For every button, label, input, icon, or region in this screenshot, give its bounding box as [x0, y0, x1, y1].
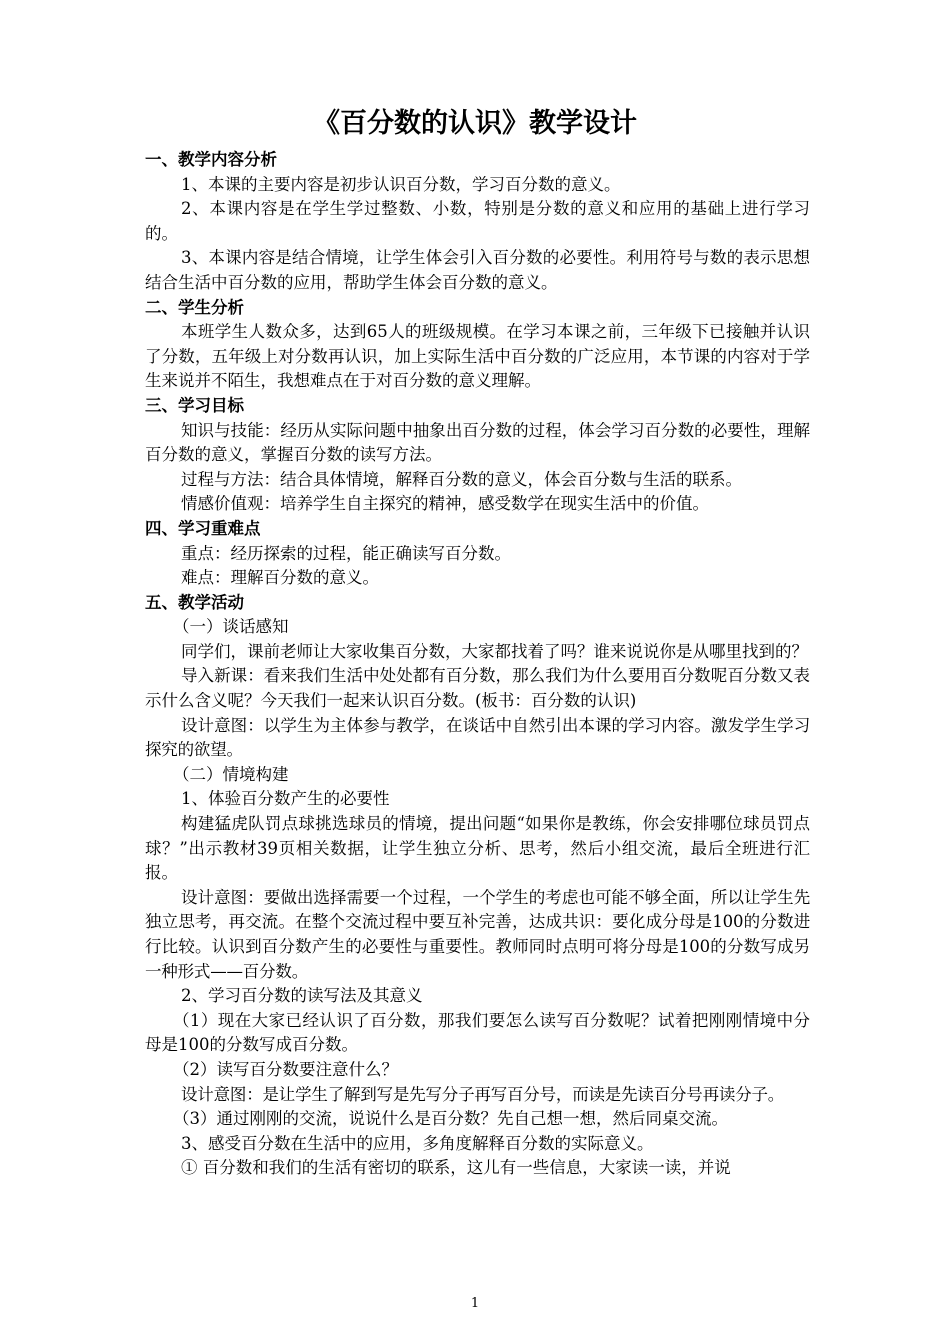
paragraph: 情感价值观：培养学生自主探究的精神，感受数学在现实生活中的价值。: [181, 494, 709, 514]
paragraph: 2、本课内容是在学生学过整数、小数，特别是分数的意义和应用的基础上进行学习的。: [145, 199, 810, 243]
paragraph: 导入新课：看来我们生活中处处都有百分数，那么我们为什么要用百分数呢百分数又表示什么含义呢？今天我们一起来认识百分数。(板书：百分数的认识): [145, 666, 810, 711]
design-intent-note: 设计意图：是让学生了解到写是先写分子再写百分号，而读是先读百分号再读分子。: [181, 1084, 785, 1104]
paragraph: 2、学习百分数的读写法及其意义: [181, 986, 423, 1006]
document-title: 《百分数的认识》教学设计: [313, 108, 637, 139]
paragraph: 1、体验百分数产生的必要性: [181, 789, 390, 809]
section-heading-content-analysis: 一、教学内容分析: [145, 150, 277, 169]
paragraph: 重点：经历探索的过程，能正确读写百分数。: [181, 543, 511, 563]
paragraph: 同学们，课前老师让大家收集百分数，大家都找着了吗？谁来说说你是从哪里找到的？: [181, 641, 808, 661]
section-heading-student-analysis: 二、学生分析: [145, 297, 244, 317]
section-heading-teaching-activities: 五、教学活动: [145, 592, 244, 612]
page-number: 1: [470, 1296, 480, 1311]
paragraph: 过程与方法：结合具体情境，解释百分数的意义，体会百分数与生活的联系。: [181, 469, 742, 489]
subsection-heading: （二）情境构建: [173, 764, 289, 784]
paragraph: 3、感受百分数在生活中的应用，多角度解释百分数的实际意义。: [181, 1133, 654, 1153]
paragraph: （3）通过刚刚的交流，说说什么是百分数？先自己想一想，然后同桌交流。: [173, 1109, 728, 1129]
paragraph: （2）读写百分数要注意什么？: [173, 1059, 398, 1079]
paragraph: 构建猛虎队罚点球挑选球员的情境，提出问题“如果你是教练，你会安排哪位球员罚点球？”出示教材39页相关数据，让学生独立分析、思考，然后小组交流，最后全班进行汇报。: [145, 814, 810, 883]
design-intent-note: 设计意图：要做出选择需要一个过程，一个学生的考虑也可能不够全面，所以让学生先独立思考，再交流。在整个交流过程中要互补完善，达成共识：要化成分母是100的分数进行比较。认识到百分数产生的必要性与重要性。教师同时点明可将分母是100的分数写成另一种形式——百分数。: [145, 887, 810, 981]
paragraph: ① 百分数和我们的生活有密切的联系，这儿有一些信息，大家读一读，并说: [181, 1158, 731, 1178]
paragraph: （1）现在大家已经认识了百分数，那我们要怎么读写百分数呢？试着把刚刚情境中分母是100的分数写成百分数。: [145, 1010, 810, 1055]
subsection-heading: （一）谈话感知: [173, 617, 289, 637]
paragraph: 本班学生人数众多，达到65人的班级规模。在学习本课之前，三年级下已接触并认识了分数，五年级上对分数再认识，加上实际生活中百分数的广泛应用，本节课的内容对于学生来说并不陌生，我想难点在于对百分数的意义理解。: [145, 322, 810, 391]
design-intent-note: 设计意图：以学生为主体参与教学，在谈话中自然引出本课的学习内容。激发学生学习探究的欲望。: [145, 715, 810, 760]
section-heading-key-points: 四、学习重难点: [145, 518, 261, 538]
paragraph: 1、本课的主要内容是初步认识百分数，学习百分数的意义。: [181, 174, 621, 194]
paragraph: 难点：理解百分数的意义。: [181, 568, 379, 588]
paragraph: 知识与技能：经历从实际问题中抽象出百分数的过程，体会学习百分数的必要性，理解百分数的意义，掌握百分数的读写方法。: [145, 420, 810, 465]
paragraph: 3、本课内容是结合情境，让学生体会引入百分数的必要性。利用符号与数的表示思想结合生活中百分数的应用，帮助学生体会百分数的意义。: [145, 248, 810, 292]
section-heading-learning-goals: 三、学习目标: [145, 395, 244, 415]
document-body: [145, 148, 810, 1181]
